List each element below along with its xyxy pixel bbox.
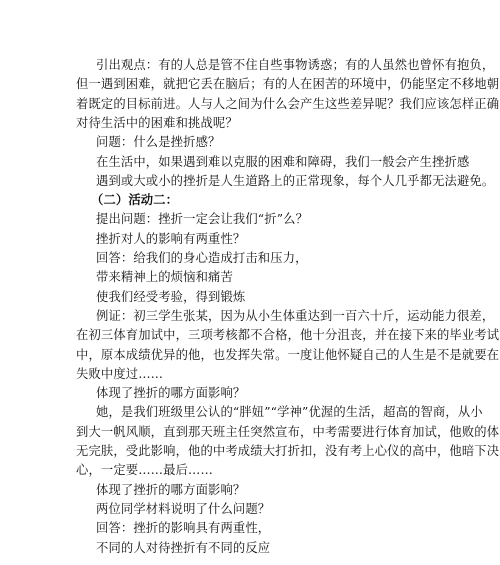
example-line: 心，一定要……最后…… (76, 463, 213, 478)
paragraph-line: 在生活中，如果遇到难以克服的困难和障碍，我们一般会产生挫折感 (96, 154, 470, 169)
example-line: 无完肤，受此影响，他的中考成绩大打折扣，没有考上心仪的高中，他暗下决 (76, 444, 500, 458)
example-line: 到大一帆风顺，直到那天班主任突然宣布，中考需要进行体育加试，他败的体 (76, 424, 500, 439)
section-heading: （二）活动二： (91, 192, 179, 208)
question-line: 提出问题：挫折一定会让我们“折”么？ (96, 212, 309, 227)
paragraph-line: 着既定的目标前进。人与人之间为什么会产生这些差异呢？我们应该怎样正确 (76, 96, 500, 111)
example-line: 她，是我们班级里公认的“胖妞”“学神”优渥的生活，超高的智商，从小 (96, 405, 483, 420)
example-line: 失败中度过…… (76, 366, 164, 381)
question-line: 问题：什么是挫折感？ (96, 135, 221, 150)
answer-line: 带来精神上的烦恼和痛苦 (96, 270, 233, 285)
paragraph-line: 引出观点：有的人总是管不住自些事物诱惑；有的人虽然也曾怀有抱负， (96, 58, 495, 72)
answer-line: 不同的人对待挫折有不同的反应 (96, 540, 271, 555)
question-line: 体现了挫折的哪方面影响？ (96, 482, 246, 497)
question-line: 挫折对人的影响有两重性？ (96, 231, 246, 246)
answer-line: 回答：挫折的影响具有两重性， (96, 521, 271, 536)
paragraph-line: 对待生活中的困难和挑战呢？ (76, 115, 238, 130)
paragraph-line: 但一遇到困难，就把它丢在脑后；有的人在困苦的环境中，仍能坚定不移地朝 (76, 77, 500, 92)
example-line: 中，原本成绩优异的他，也发挥失常。一度让他怀疑自己的人生是不是就要在 (76, 347, 500, 362)
answer-line: 回答：给我们的身心造成打击和压力， (96, 251, 308, 265)
question-line: 体现了挫折的哪方面影响？ (96, 386, 246, 401)
example-line: 例证：初三学生张某，因为从小生体重达到一百六十斤，运动能力很差， (96, 308, 495, 323)
answer-line: 使我们经受考验，得到锻炼 (96, 289, 246, 304)
example-line: 在初三体育加试中，三项考核都不合格，他十分沮丧，并在接下来的毕业考试 (76, 328, 500, 343)
paragraph-line: 遇到或大或小的挫折是人生道路上的正常现象，每个人几乎都无法避免。 (96, 173, 495, 188)
question-line: 两位同学材料说明了什么问题？ (96, 501, 271, 516)
